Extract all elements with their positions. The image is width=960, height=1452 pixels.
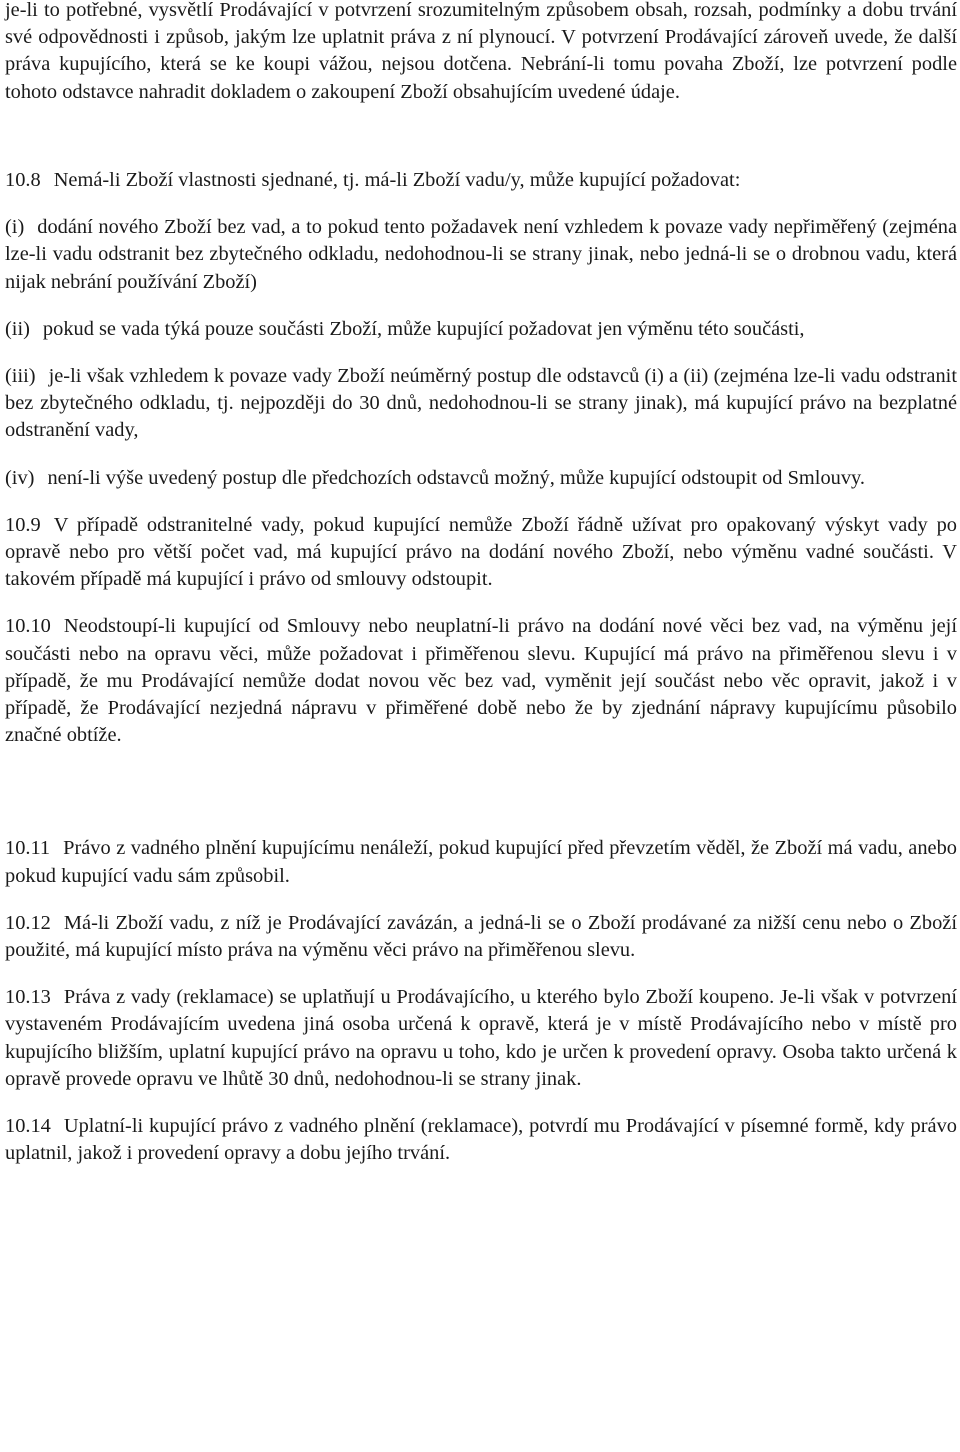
intro-paragraph: je-li to potřebné, vysvětlí Prodávající v potvrzení srozumitelným způsobem obsah, rozsah, podmínky a dobu trvání své odpovědnosti i způsob, jakým lze uplatnit práva z ní plynoucí. V potvrzení Prodávající zároveň uvede, že další práva kupujícího, která se ke koupi vážou, nejsou dotčena. Nebrání-li tomu povaha Zboží, lze potvrzení podle tohoto odstavce nahradit dokladem o zakoupení Zboží obsahujícím uvedené údaje. xyxy=(5,0,957,103)
document-body xyxy=(5,167,957,1167)
list-item-ii xyxy=(5,316,957,343)
section-text: V případě odstranitelné vady, pokud kupující nemůže Zboží řádně užívat pro opakovaný výskyt vady po opravě nebo pro větší počet vad, má kupující právo na dodání nového Zboží, nebo výměnu vadné součásti. V takovém případě má kupující i právo od smlouvy odstoupit. xyxy=(5,513,957,591)
list-item-text: pokud se vada týká pouze součásti Zboží, může kupující požadovat jen výměnu této součásti, xyxy=(42,317,805,340)
section-10-13 xyxy=(5,984,957,1093)
section-10-9 xyxy=(5,512,957,594)
section-text: Uplatní-li kupující právo z vadného plnění (reklamace), potvrdí mu Prodávající v písemné formě, kdy právo uplatnil, jakož i provedení opravy a dobu jejího trvání. xyxy=(5,1115,957,1165)
section-number: 10.10 xyxy=(5,615,51,638)
section-number: 10.13 xyxy=(5,986,51,1009)
section-text: Neodstoupí-li kupující od Smlouvy nebo neuplatní-li právo na dodání nové věci bez vad, na výměnu její součásti nebo na opravu věci, může požadovat i přiměřenou slevu. Kupující má právo na přiměřenou slevu i v případě, že mu Prodávající nemůže dodat novou věc bez vad, vyměnit její součást nebo věc opravit, jakož i v případě, že Prodávající nezjedná nápravu v přiměřené době nebo že by zjednání nápravy kupujícímu působilo značné obtíže. xyxy=(5,615,957,747)
section-10-11 xyxy=(5,835,957,889)
section-10-8 xyxy=(5,167,957,194)
section-text: Má-li Zboží vadu, z níž je Prodávající zavázán, a jedná-li se o Zboží prodávané za nižší cenu nebo o Zboží použité, má kupující místo práva na výměnu věci právo na přiměřenou slevu. xyxy=(5,911,957,962)
list-item-label: (ii) xyxy=(5,317,30,340)
section-number: 10.8 xyxy=(5,169,41,191)
list-item-label: (iv) xyxy=(5,466,35,489)
section-text: Nemá-li Zboží vlastnosti sjednané, tj. má-li Zboží vadu/y, může kupující požadovat: xyxy=(53,169,741,191)
section-text: Práva z vady (reklamace) se uplatňují u Prodávajícího, u kterého bylo Zboží koupeno. Je-li však v potvrzení vystaveném Prodávajícím uvedena jiná osoba určená k opravě, která je v místě Prodávajícího nebo v místě pro kupujícího bližším, uplatní kupující právo na opravu u toho, kdo je určen k provedení opravy. Osoba takto určená k opravě provede opravu ve lhůtě 30 dnů, nedohodnou-li se strany jinak. xyxy=(5,986,957,1090)
list-item-text: dodání nového Zboží bez vad, a to pokud tento požadavek není vzhledem k povaze vady nepřiměřený (zejména lze-li vadu odstranit bez zbytečného odkladu, nedohodnou-li se strany jinak, nebo jedná-li se o drobnou vadu, která nijak nebrání používání Zboží) xyxy=(5,216,957,293)
list-item-iv xyxy=(5,465,957,492)
list-item-label: (i) xyxy=(5,216,25,239)
list-item-i xyxy=(5,214,957,296)
section-number: 10.12 xyxy=(5,911,51,934)
list-item-text: je-li však vzhledem k povaze vady Zboží neúměrný postup dle odstavců (i) a (ii) (zejména lze-li vadu odstranit bez zbytečného odkladu, tj. nejpozději do 30 dnů, nedohodnou-li se strany jinak), má kupující právo na bezplatné odstranění vady, xyxy=(5,365,957,442)
section-text: Právo z vadného plnění kupujícímu nenáleží, pokud kupující před převzetím věděl, že Zboží má vadu, anebo pokud kupující vadu sám způsobil. xyxy=(5,837,957,887)
list-item-label: (iii) xyxy=(5,365,36,388)
list-item-iii xyxy=(5,363,957,445)
list-item-text: není-li výše uvedený postup dle předchozích odstavců možný, může kupující odstoupit od Smlouvy. xyxy=(47,466,866,489)
section-number: 10.14 xyxy=(5,1115,51,1138)
section-number: 10.9 xyxy=(5,513,41,536)
section-10-10 xyxy=(5,613,957,749)
section-10-12 xyxy=(5,910,957,964)
section-number: 10.11 xyxy=(5,837,51,860)
section-10-14 xyxy=(5,1113,957,1167)
